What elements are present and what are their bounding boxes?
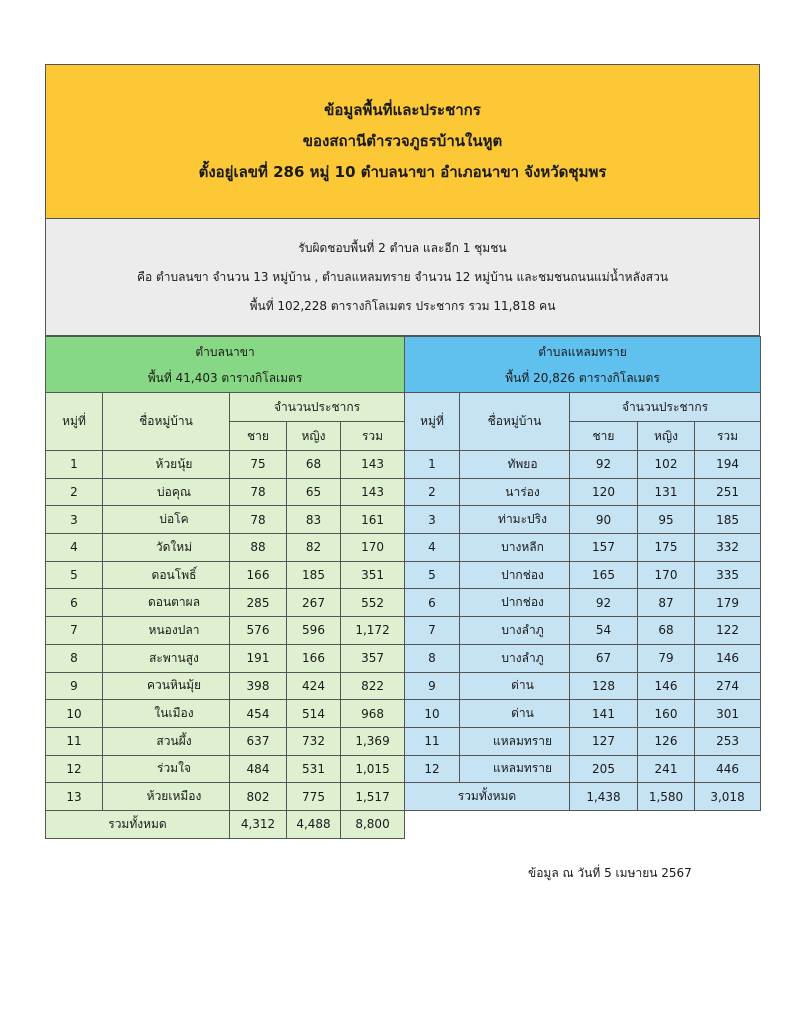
table-row [405,727,761,755]
left-col-village: ชื่อหมู่บ้าน [103,393,230,451]
male-cell: 398 [230,672,287,700]
table-row [46,617,405,645]
moo-cell: 2 [46,478,103,506]
moo-cell: 10 [405,700,460,728]
table-row [46,700,405,728]
table-row [405,617,761,645]
total-cell: 351 [341,561,405,589]
village-cell: ในเมือง [103,700,230,728]
total-cell: 179 [695,589,761,617]
total-cell: 251 [695,478,761,506]
total-cell: 822 [341,672,405,700]
total-cell: 170 [341,534,405,562]
female-cell: 175 [638,534,695,562]
moo-cell: 7 [405,617,460,645]
total-cell: 1,015 [341,755,405,783]
title-line-2: ของสถานีตำรวจภูธรบ้านในหูต [302,132,503,150]
male-cell: 92 [570,589,638,617]
moo-cell: 3 [46,506,103,534]
male-cell: 802 [230,783,287,811]
table-row [405,534,761,562]
male-cell: 637 [230,727,287,755]
male-cell: 285 [230,589,287,617]
female-cell: 170 [638,561,695,589]
village-cell: ห้วยเหมือง [103,783,230,811]
village-cell: ด่าน [460,700,570,728]
right-col-total: รวม [695,422,761,451]
female-cell: 126 [638,727,695,755]
right-col-village: ชื่อหมู่บ้าน [460,393,570,451]
moo-cell: 10 [46,700,103,728]
village-cell: ปากช่อง [460,561,570,589]
moo-cell: 4 [46,534,103,562]
title-line-3: ตั้งอยู่เลขที่ 286 หมู่ 10 ตำบลนาขา อำเภอนาขา จังหวัดชุมพร [198,163,607,181]
total-cell: 357 [341,644,405,672]
male-cell: 67 [570,644,638,672]
moo-cell: 2 [405,478,460,506]
grand-male-cell: 4,312 [230,810,287,838]
grand-female-cell: 4,488 [287,810,341,838]
total-cell: 143 [341,451,405,479]
male-cell: 166 [230,561,287,589]
right-col-male: ชาย [570,422,638,451]
left-col-population: จำนวนประชากร [230,393,405,422]
village-cell: ดอนโพธิ์ [103,561,230,589]
male-cell: 165 [570,561,638,589]
male-cell: 484 [230,755,287,783]
total-cell: 274 [695,672,761,700]
table-row [405,506,761,534]
moo-cell: 9 [405,672,460,700]
table-row [46,755,405,783]
table-row [405,561,761,589]
moo-cell: 1 [46,451,103,479]
village-cell: หนองปลา [103,617,230,645]
table-row [46,727,405,755]
village-cell: บางลำภู [460,644,570,672]
male-cell: 120 [570,478,638,506]
total-row [46,810,405,838]
info-line-3: พื้นที่ 102,228 ตารางกิโลเมตร ประชากร รวม 11,818 คน [249,298,556,313]
info-line-1: รับผิดชอบพื้นที่ 2 ตำบล และอีก 1 ชุมชน [298,240,507,255]
village-cell: ดอนตาผล [103,589,230,617]
village-cell: ร่วมใจ [103,755,230,783]
moo-cell: 11 [46,727,103,755]
village-cell: บ่อคุณ [103,478,230,506]
moo-cell: 11 [405,727,460,755]
female-cell: 83 [287,506,341,534]
left-col-total: รวม [341,422,405,451]
female-cell: 732 [287,727,341,755]
female-cell: 267 [287,589,341,617]
male-cell: 576 [230,617,287,645]
village-cell: บางหลีก [460,534,570,562]
total-cell: 446 [695,755,761,783]
right-col-population: จำนวนประชากร [570,393,761,422]
male-cell: 157 [570,534,638,562]
table-row [46,534,405,562]
left-subdistrict-area: พื้นที่ 41,403 ตารางกิโลเมตร [147,370,303,385]
female-cell: 68 [287,451,341,479]
moo-cell: 5 [405,561,460,589]
table-row [405,672,761,700]
title-line-1: ข้อมูลพื้นที่และประชากร [324,101,481,119]
moo-cell: 3 [405,506,460,534]
male-cell: 54 [570,617,638,645]
village-cell: ทัพยอ [460,451,570,479]
female-cell: 424 [287,672,341,700]
left-col-moo: หมู่ที่ [46,393,103,451]
male-cell: 78 [230,478,287,506]
total-cell: 332 [695,534,761,562]
left-col-male: ชาย [230,422,287,451]
male-cell: 78 [230,506,287,534]
female-cell: 131 [638,478,695,506]
table-row [405,755,761,783]
moo-cell: 12 [46,755,103,783]
right-subdistrict-area: พื้นที่ 20,826 ตารางกิโลเมตร [505,370,660,385]
female-cell: 166 [287,644,341,672]
village-cell: ปากช่อง [460,589,570,617]
table-row [46,451,405,479]
total-row [405,783,761,811]
village-cell: วัดใหม่ [103,534,230,562]
village-cell: แหลมทราย [460,727,570,755]
female-cell: 241 [638,755,695,783]
right-col-moo: หมู่ที่ [405,393,460,451]
moo-cell: 7 [46,617,103,645]
table-row [46,672,405,700]
moo-cell: 9 [46,672,103,700]
village-cell: แหลมทราย [460,755,570,783]
table-row [46,561,405,589]
moo-cell: 6 [46,589,103,617]
left-subdistrict-table [45,336,405,839]
grand-male-cell: 1,438 [570,783,638,811]
total-label: รวมทั้งหมด [405,783,570,811]
female-cell: 531 [287,755,341,783]
info-line-2: คือ ตำบลนขา จำนวน 13 หมู่บ้าน , ตำบลแหลมทราย จำนวน 12 หมู่บ้าน และชมชนถนนแม่น้ำหลังสวน [136,269,669,284]
table-row [46,589,405,617]
female-cell: 514 [287,700,341,728]
moo-cell: 1 [405,451,460,479]
village-cell: ท่ามะปริง [460,506,570,534]
total-cell: 335 [695,561,761,589]
table-row [405,644,761,672]
total-cell: 552 [341,589,405,617]
male-cell: 88 [230,534,287,562]
table-row [405,700,761,728]
female-cell: 65 [287,478,341,506]
left-subdistrict-name: ตำบลนาขา [195,344,255,359]
male-cell: 92 [570,451,638,479]
table-row [405,451,761,479]
village-cell: ด่าน [460,672,570,700]
village-cell: ห้วยนุ้ย [103,451,230,479]
female-cell: 95 [638,506,695,534]
grand-total-cell: 8,800 [341,810,405,838]
moo-cell: 8 [405,644,460,672]
village-cell: สวนผึ้ง [103,727,230,755]
moo-cell: 8 [46,644,103,672]
female-cell: 185 [287,561,341,589]
female-cell: 146 [638,672,695,700]
village-cell: บางลำภู [460,617,570,645]
male-cell: 141 [570,700,638,728]
moo-cell: 5 [46,561,103,589]
left-col-female: หญิง [287,422,341,451]
table-row [46,506,405,534]
table-row [46,478,405,506]
total-cell: 253 [695,727,761,755]
total-cell: 185 [695,506,761,534]
table-row [405,478,761,506]
male-cell: 191 [230,644,287,672]
moo-cell: 4 [405,534,460,562]
info-box [45,219,760,336]
table-row [405,589,761,617]
total-cell: 161 [341,506,405,534]
total-cell: 968 [341,700,405,728]
total-cell: 1,369 [341,727,405,755]
female-cell: 87 [638,589,695,617]
male-cell: 75 [230,451,287,479]
village-cell: ควนหินมุ้ย [103,672,230,700]
right-subdistrict-table [404,336,761,811]
male-cell: 205 [570,755,638,783]
female-cell: 82 [287,534,341,562]
male-cell: 90 [570,506,638,534]
table-row [46,783,405,811]
total-cell: 301 [695,700,761,728]
grand-female-cell: 1,580 [638,783,695,811]
document-frame [45,64,760,336]
total-cell: 1,517 [341,783,405,811]
total-cell: 122 [695,617,761,645]
female-cell: 775 [287,783,341,811]
total-label: รวมทั้งหมด [46,810,230,838]
moo-cell: 13 [46,783,103,811]
male-cell: 454 [230,700,287,728]
female-cell: 79 [638,644,695,672]
total-cell: 146 [695,644,761,672]
moo-cell: 6 [405,589,460,617]
moo-cell: 12 [405,755,460,783]
female-cell: 160 [638,700,695,728]
female-cell: 596 [287,617,341,645]
title-box [45,64,760,219]
village-cell: นาร่อง [460,478,570,506]
village-cell: สะพานสูง [103,644,230,672]
total-cell: 194 [695,451,761,479]
data-date-note: ข้อมูล ณ วันที่ 5 เมษายน 2567 [528,866,692,880]
left-subdistrict-header [46,337,405,393]
village-cell: บ่อโค [103,506,230,534]
right-subdistrict-name: ตำบลแหลมทราย [538,344,627,359]
male-cell: 128 [570,672,638,700]
total-cell: 143 [341,478,405,506]
female-cell: 68 [638,617,695,645]
grand-total-cell: 3,018 [695,783,761,811]
table-row [46,644,405,672]
female-cell: 102 [638,451,695,479]
total-cell: 1,172 [341,617,405,645]
right-subdistrict-header [405,337,761,393]
male-cell: 127 [570,727,638,755]
right-col-female: หญิง [638,422,695,451]
